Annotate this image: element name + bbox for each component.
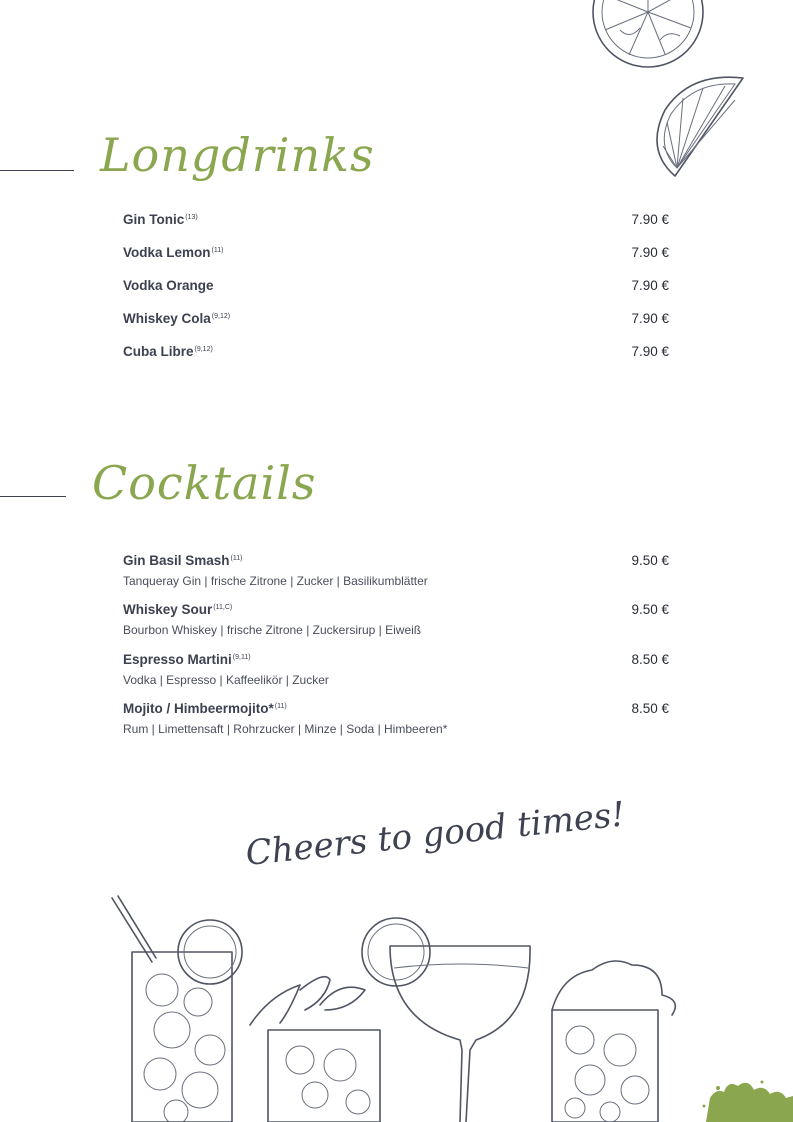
item-price: 7.90 € [631, 311, 669, 326]
item-note: (11) [211, 247, 224, 254]
item-price: 7.90 € [631, 245, 669, 260]
item-price: 7.90 € [631, 278, 669, 293]
item-description: Tanqueray Gin | frische Zitrone | Zucker | Basilikumblätter [123, 574, 428, 588]
item-name: Whiskey Cola$^{(9,12)}$ [123, 311, 231, 326]
menu-item [123, 311, 669, 326]
item-name: Vodka Lemon$^{(11)}$ [123, 245, 224, 260]
item-description: Bourbon Whiskey | frische Zitrone | Zuckersirup | Eiweiß [123, 623, 422, 637]
item-note: (9,12) [194, 346, 213, 353]
item-description: Rum | Limettensaft | Rohrzucker | Minze | Soda | Himbeeren* [123, 722, 448, 736]
item-note: (9,11) [232, 654, 251, 661]
menu-item [123, 701, 669, 736]
lemon-slice-illustration [585, 0, 755, 190]
cocktails-title: Cocktails [92, 456, 317, 510]
item-description: Vodka | Espresso | Kaffeelikör | Zucker [123, 673, 329, 687]
item-note: (13) [185, 214, 198, 221]
item-note: (11,C) [213, 604, 233, 611]
cocktail-glasses-illustration [100, 890, 700, 1122]
item-name: Mojito / Himbeermojito*$^{(11)}$ [123, 701, 287, 716]
item-name: Gin Tonic$^{(13)}$ [123, 212, 198, 227]
item-price: 9.50 € [631, 553, 669, 568]
cocktails-divider [0, 496, 66, 497]
item-name: Vodka Orange [123, 278, 214, 293]
item-name: Espresso Martini$^{(9,11)}$ [123, 652, 251, 667]
menu-item [123, 212, 669, 227]
menu-item [123, 652, 669, 687]
menu-item [123, 278, 669, 293]
menu-item [123, 344, 669, 359]
item-note: (11) [274, 703, 287, 710]
item-price: 7.90 € [631, 212, 669, 227]
item-name: Cuba Libre$^{(9,12)}$ [123, 344, 213, 359]
menu-item [123, 245, 669, 260]
tagline: Cheers to good times! [243, 794, 627, 874]
item-note: (11) [230, 555, 243, 562]
menu-item [123, 553, 669, 588]
longdrinks-divider [0, 170, 74, 171]
item-name: Whiskey Sour$^{(11,C)}$ [123, 602, 233, 617]
menu-item [123, 602, 669, 637]
item-price: 7.90 € [631, 344, 669, 359]
green-paint-splash [698, 1078, 793, 1122]
item-price: 9.50 € [631, 602, 669, 617]
item-note: (9,12) [211, 313, 231, 320]
longdrinks-title: Longdrinks [100, 128, 375, 182]
item-name: Gin Basil Smash$^{(11)}$ [123, 553, 243, 568]
item-price: 8.50 € [631, 701, 669, 716]
item-price: 8.50 € [631, 652, 669, 667]
